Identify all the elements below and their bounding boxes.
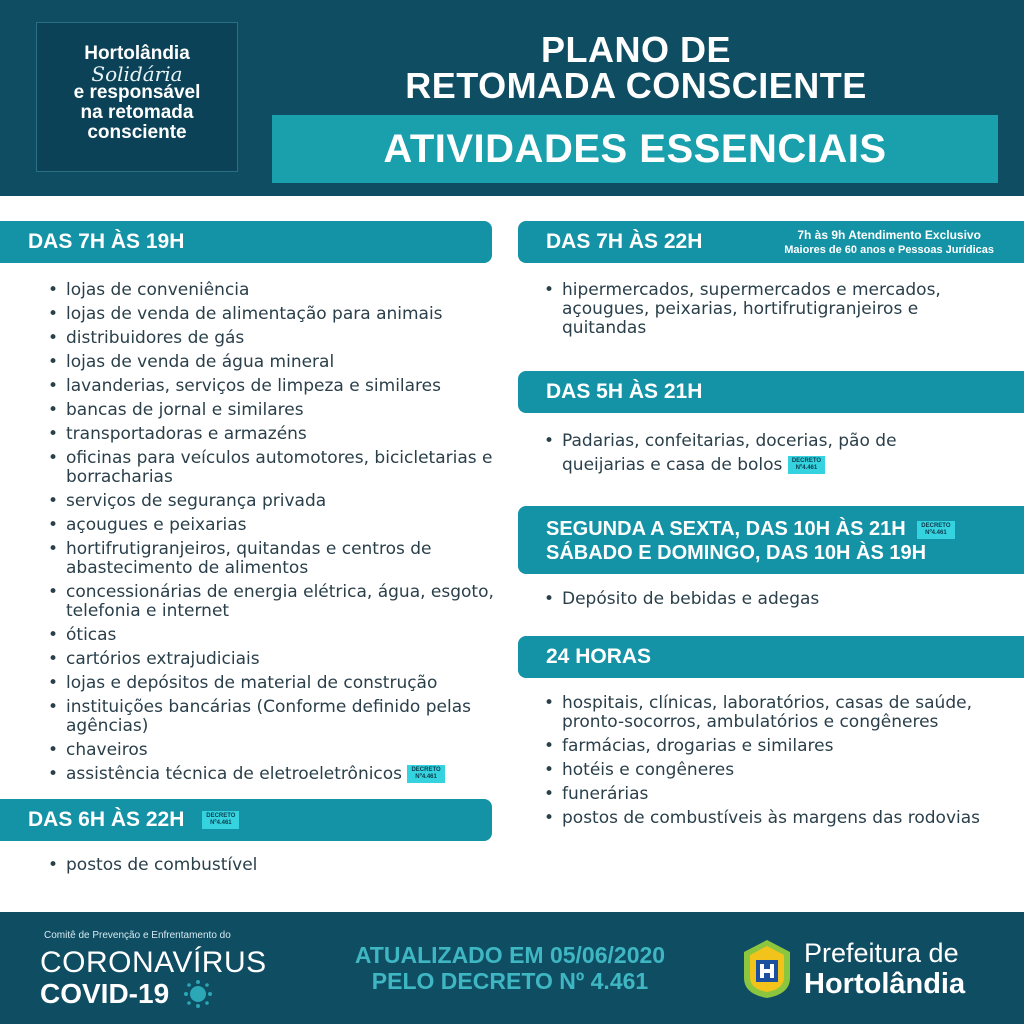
list-7h-22h [542,281,982,343]
list-item [46,449,496,487]
list-item [542,785,982,804]
list-item [46,377,496,396]
list-item [46,626,496,645]
comite-label: Comitê de Prevenção e Enfrentamento do [44,930,231,941]
prefeitura-emblem-icon [738,938,796,1000]
list-7h-19h [46,281,496,789]
virus-icon [180,974,220,1014]
page-title-line-2: RETOMADA CONSCIENTE [405,65,867,106]
section-header-line-2: SÁBADO E DOMINGO, DAS 10H ÀS 19H [546,542,927,564]
list-item [46,856,496,875]
list-item [46,674,496,693]
decreto-badge [202,811,239,829]
list-item [46,401,496,420]
section-header-6h-22h [0,799,492,841]
list-item [46,281,496,300]
section-header-label: 24 HORAS [546,645,652,668]
covid-logo-text: COVID-19 [40,978,170,1009]
decreto-badge-line-1: DECRETO [791,458,822,464]
logo-line-3: e responsável [73,82,201,103]
list-item [46,305,496,324]
list-item-text: concessionárias de energia elétrica, água, esgoto, telefonia e internet [66,582,494,621]
list-item [46,741,496,760]
list-item-text: chaveiros [66,740,148,760]
list-item-text: óticas [66,625,117,645]
logo-line-4: na retomada [80,102,194,123]
section-header-label: DAS 5H ÀS 21H [546,380,703,403]
list-item-text: cartórios extrajudiciais [66,649,260,669]
list-6h-22h [46,856,496,880]
list-item-text: hipermercados, supermercados e mercados, açougues, peixarias, hortifrutigranjeiros e quitandas [562,280,941,338]
decreto-badge-line-1: DECRETO [206,813,236,820]
section-header-note [784,228,994,258]
list-item [46,765,496,784]
list-item-text: farmácias, drogarias e similares [562,736,834,756]
decreto-badge [917,521,954,539]
decreto-badge [407,765,444,783]
list-item [542,737,982,756]
list-item-text: lojas e depósitos de material de construção [66,673,438,693]
updated-notice [330,942,690,994]
list-item [46,353,496,372]
section-header-label [28,808,239,832]
section-header-label: DAS 7H ÀS 22H [546,230,703,253]
decreto-badge-line-2: Nº4.461 [795,465,818,471]
list-item [46,650,496,669]
section-header-7h-19h [0,221,492,263]
logo-line-1: Hortolândia [84,43,190,64]
list-item-text: postos de combustível [66,855,258,875]
list-item [46,583,496,621]
list-item-text: lojas de venda de água mineral [66,352,335,372]
section-header-weekdays-weekend [518,506,1024,574]
note-line-2: Maiores de 60 anos e Pessoas Jurídicas [784,244,994,256]
decreto-badge-line-2: Nº4.461 [210,820,232,827]
section-header-24-horas [518,636,1024,678]
decreto-badge-line-1: DECRETO [921,522,951,529]
list-item [46,516,496,535]
section-header-label: DAS 7H ÀS 19H [28,230,185,253]
list-item [542,694,982,732]
list-5h-21h [542,429,982,482]
list-item-text: hospitais, clínicas, laboratórios, casas de saúde, pronto-socorros, ambulatórios e congêneres [562,693,972,732]
list-item [46,540,496,578]
list-item [46,425,496,444]
list-item-text: Depósito de bebidas e adegas [562,589,820,609]
list-item-text: hotéis e congêneres [562,760,735,780]
prefeitura-line-1: Prefeitura de [804,938,959,968]
list-item-text: bancas de jornal e similares [66,400,304,420]
note-line-1: 7h às 9h Atendimento Exclusivo [797,228,981,242]
list-item-text: instituições bancárias (Conforme definido pelas agências) [66,697,471,736]
list-item [542,590,982,609]
hortolandia-solidaria-logo [36,22,238,172]
list-item-text: lojas de venda de alimentação para animais [66,304,443,324]
coronavirus-logo-text: CORONAVÍRUS [40,946,267,979]
list-item-text: açougues e peixarias [66,515,247,535]
list-weekdays-weekend [542,590,982,614]
list-24-horas [542,694,982,833]
section-header-text: SEGUNDA A SEXTA, DAS 10H ÀS 21H [546,518,906,540]
list-item-text: distribuidores de gás [66,328,245,348]
decreto-badge [788,456,825,474]
list-item [46,698,496,736]
list-item-text: oficinas para veículos automotores, bicicletarias e borracharias [66,448,493,487]
logo-line-2: Solidária [91,62,183,86]
list-item [542,761,982,780]
list-item-text: lojas de conveniência [66,280,250,300]
section-header-5h-21h [518,371,1024,413]
list-item-text: postos de combustíveis às margens das rodovias [562,808,981,828]
section-header-line-1 [546,517,955,541]
prefeitura-line-2: Hortolândia [804,968,966,1000]
list-item-text: transportadoras e armazéns [66,424,307,444]
list-item-text: Padarias, confeitarias, docerias, pão de queijarias e casa de bolos [562,431,897,475]
list-item-text: funerárias [562,784,649,804]
list-item [46,329,496,348]
section-header-7h-22h [518,221,1024,263]
page-subtitle-bar: ATIVIDADES ESSENCIAIS [272,115,998,183]
updated-line-1: ATUALIZADO EM 05/06/2020 [354,942,666,968]
decreto-badge-line-1: DECRETO [411,767,441,773]
footer-banner [0,912,1024,1024]
list-item [542,429,982,477]
logo-line-5: consciente [87,122,187,143]
section-header-text: DAS 6H ÀS 22H [28,808,185,831]
list-item-text: hortifrutigranjeiros, quitandas e centros de abastecimento de alimentos [66,539,432,578]
decreto-badge-line-2: Nº4.461 [925,529,947,536]
list-item-text: lavanderias, serviços de limpeza e similares [66,376,441,396]
page-title-line-1: PLANO DE [540,29,731,70]
updated-line-2: PELO DECRETO Nº 4.461 [371,968,649,994]
list-item [542,281,982,338]
list-item [542,809,982,828]
decreto-badge-line-2: Nº4.461 [415,774,437,780]
list-item-text: assistência técnica de eletroeletrônicos [66,764,403,784]
header-banner [0,0,1024,196]
section-header-label [546,517,955,565]
list-item [46,492,496,511]
list-item-text: serviços de segurança privada [66,491,327,511]
